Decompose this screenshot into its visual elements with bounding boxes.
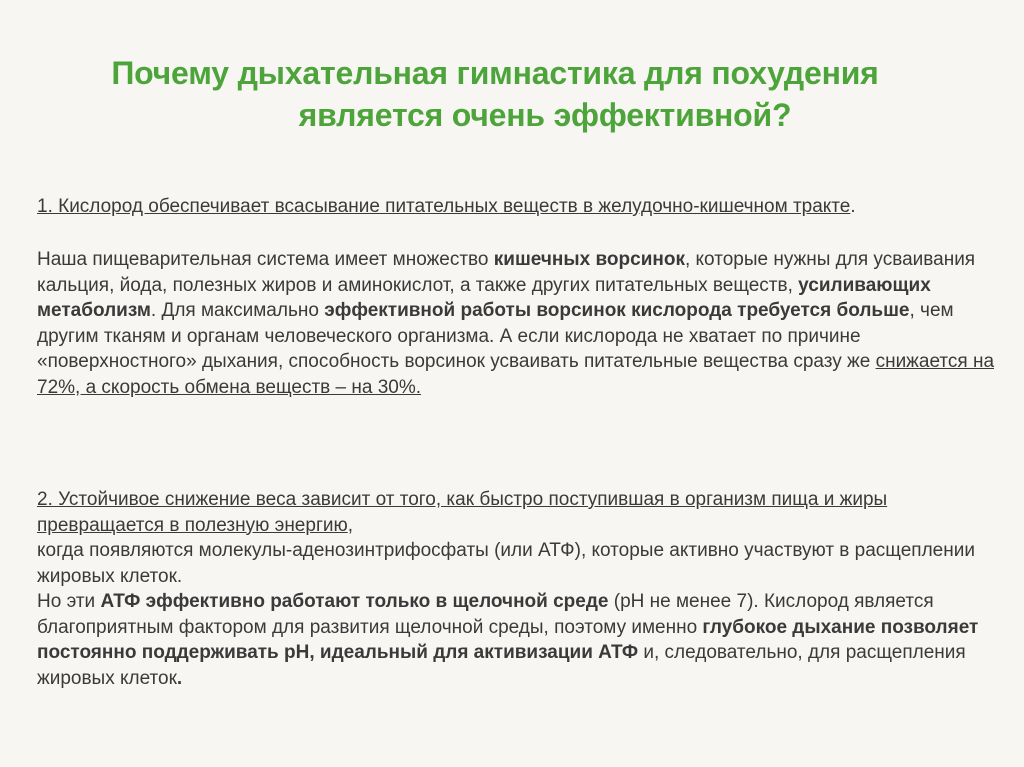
p1-underlined-1: снижается на 72%, а скорость обмена веществ – на 30%. <box>37 351 995 398</box>
p1-text-2: , которые нужны для усваивания кальция, йода, полезных жиров и аминокислот, а также других питательных веществ, <box>37 249 976 296</box>
point-1-heading-end: . <box>850 196 856 217</box>
point-1-heading-text: 1. Кислород обеспечивает всасывание питательных веществ в желудочно-кишечном тракте <box>37 196 851 217</box>
p3-bold-3: . <box>176 667 183 689</box>
point-2-line-2: когда появляются молекулы-аденозинтрифосфаты (или АТФ), которые активно участвуют в расщеплении жировых клеток. <box>37 540 975 587</box>
point-2-heading-end: , <box>347 514 354 536</box>
p3-bold-2: глубокое дыхание позволяет постоянно поддерживать рН, идеальный для активизации АТФ <box>37 616 979 663</box>
p1-bold-1: кишечных ворсинок <box>493 249 685 270</box>
point-1-heading <box>37 194 997 220</box>
p1-bold-3: эффективной работы ворсинок кислорода требуется больше <box>324 300 910 321</box>
p3-text-3: и, следовательно, для расщепления жировых клеток <box>37 642 966 689</box>
p3-text-1: Но эти <box>37 591 101 612</box>
title-line-1: Почему дыхательная гимнастика для похудения <box>111 55 879 91</box>
p3-text-2: (рН не менее 7). Кислород является благоприятным фактором для развития щелочной среды, поэтому именно <box>37 591 934 638</box>
point-2-heading-text: 2. Устойчивое снижение веса зависит от того, как быстро поступившая в организм пища и жиры превращается в полезную энергию <box>37 489 888 536</box>
p1-text-1: Наша пищеварительная система имеет множество <box>37 249 494 270</box>
title-line-2: является очень эффективной? <box>298 97 792 133</box>
p1-text-3: . Для максимально <box>150 300 325 321</box>
p1-text-4: , чем другим тканям и органам человеческого организма. А если кислорода не хватает по причине «поверхностного» дыхания, способность ворсинок усваивать питательные вещества сразу же <box>37 300 954 372</box>
p3-bold-1: АТФ эффективно работают только в щелочной среде <box>100 591 609 612</box>
p1-bold-2: усиливающих метаболизм <box>37 274 931 321</box>
point-1-paragraph <box>37 247 997 400</box>
slide-title <box>60 52 1000 136</box>
point-2-block <box>37 487 997 691</box>
